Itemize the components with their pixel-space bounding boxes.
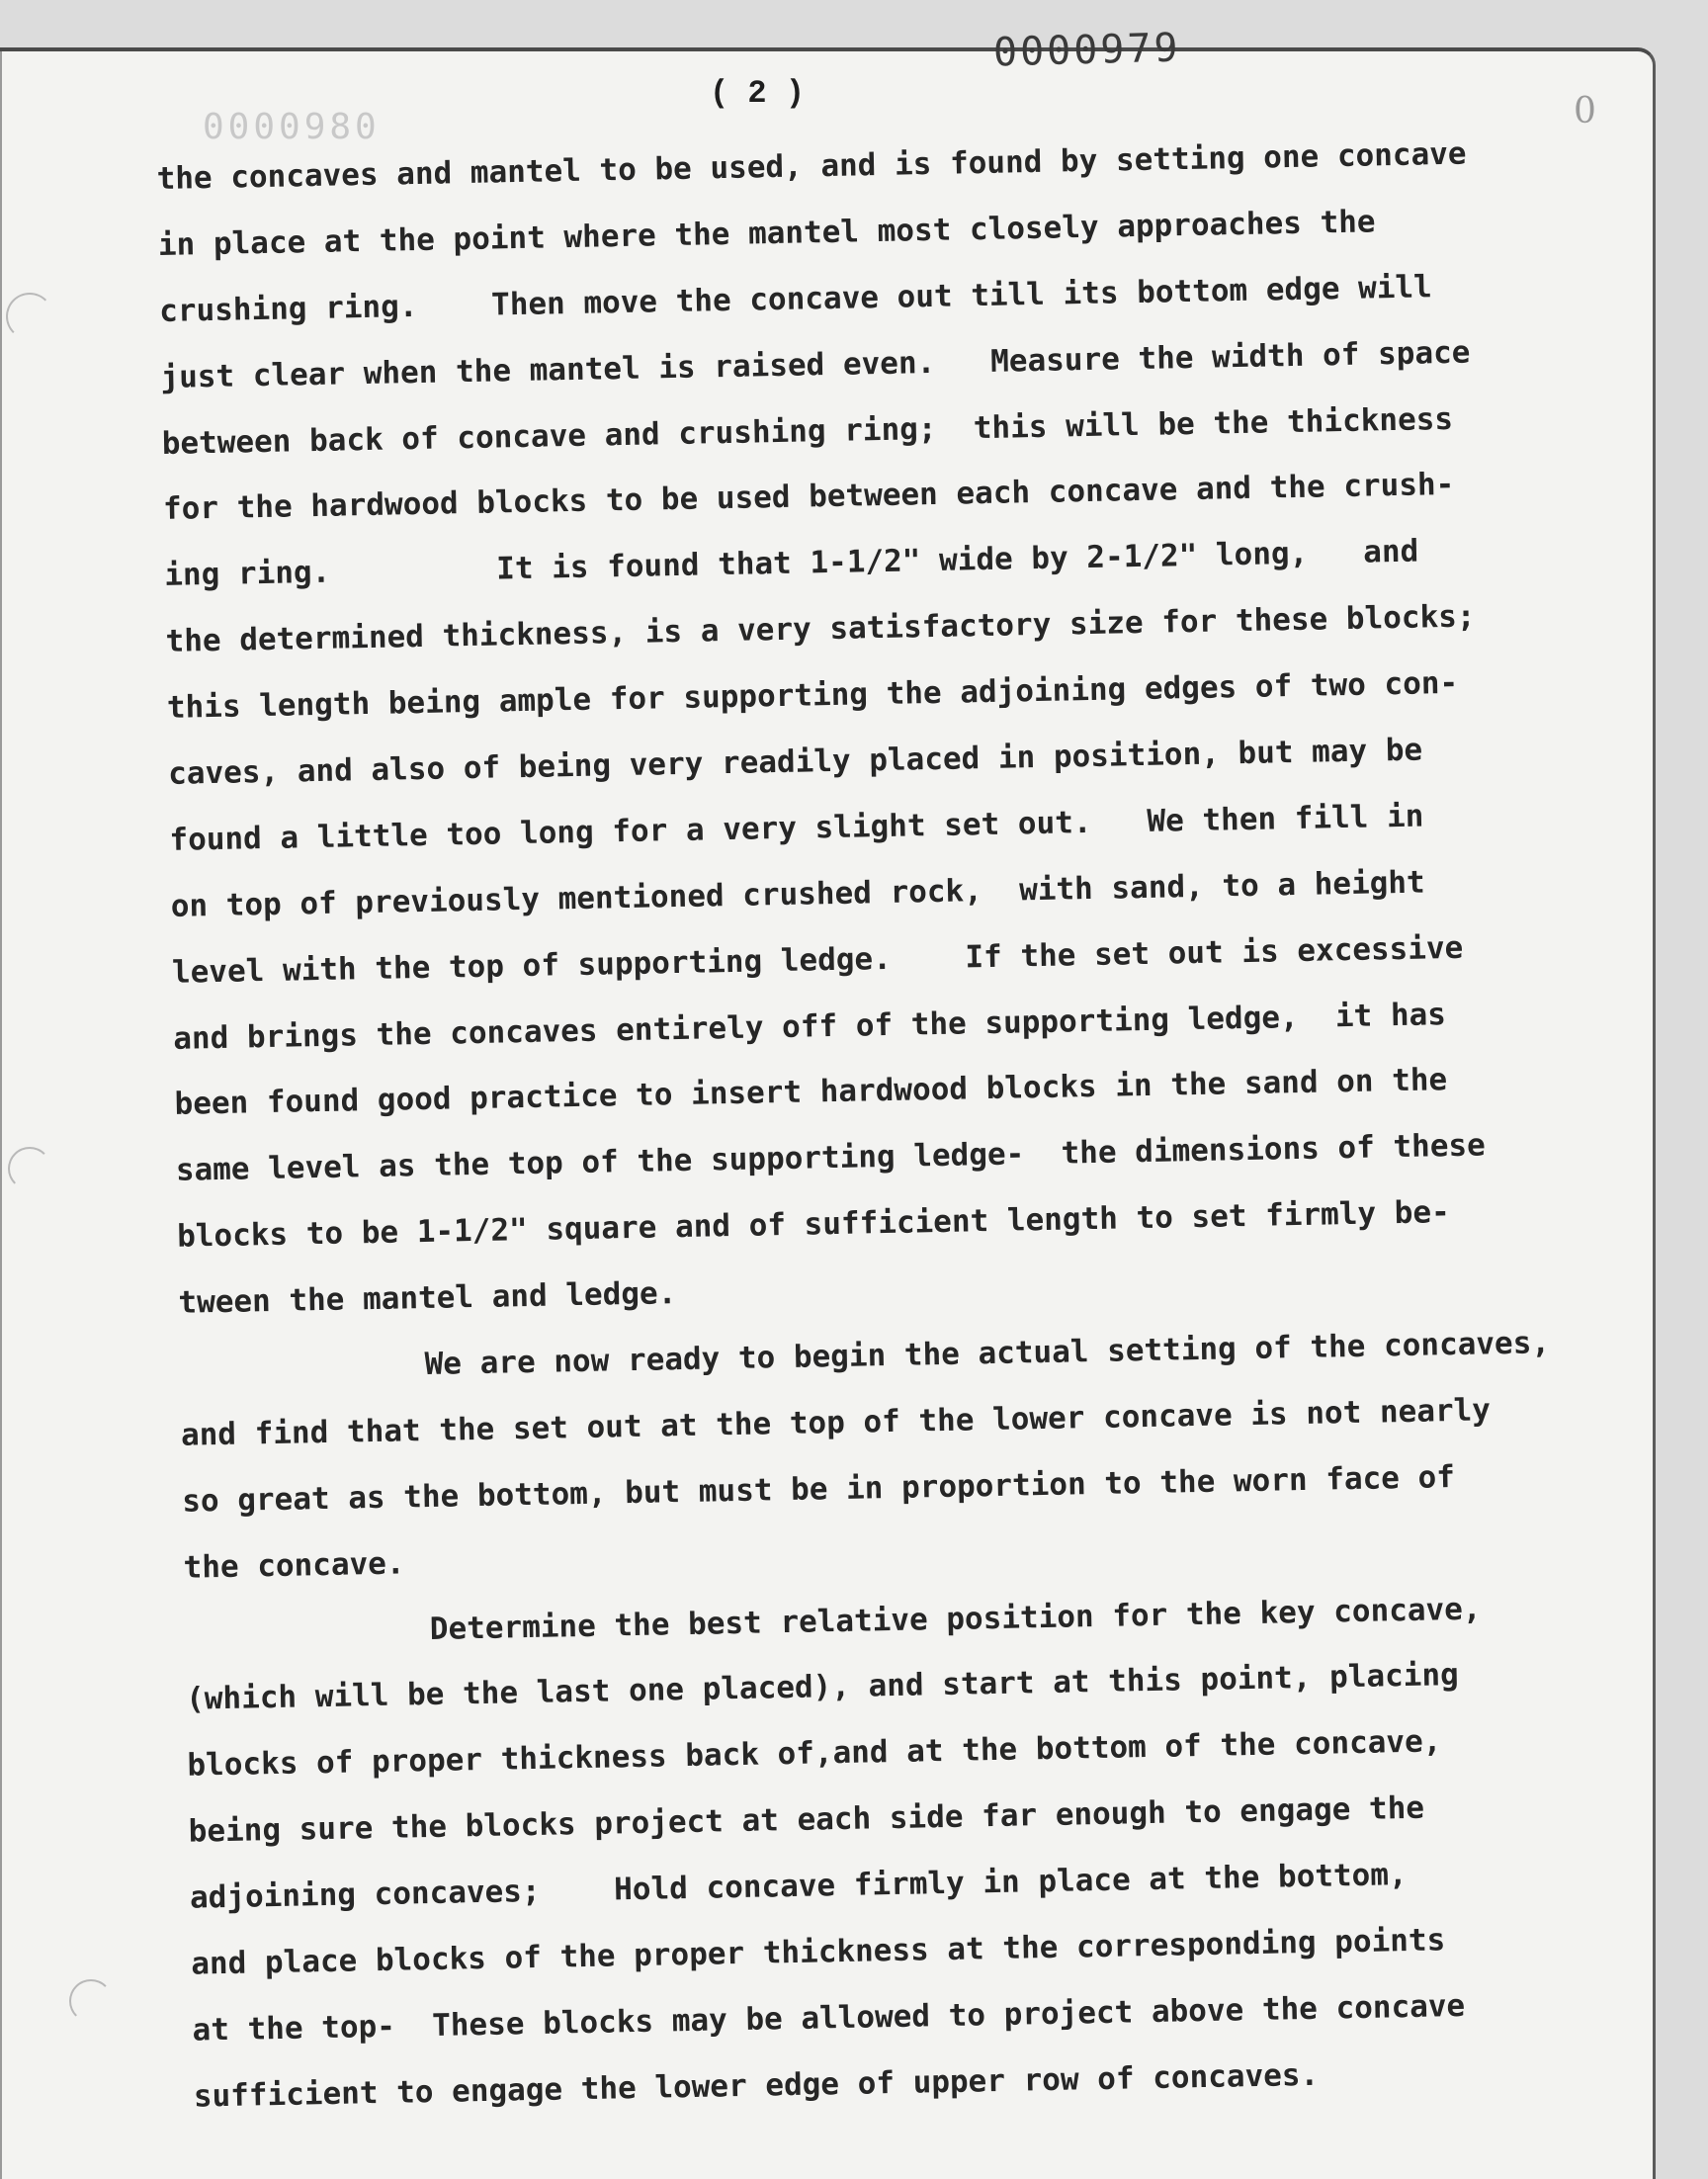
page-number: ( 2 ): [710, 75, 806, 112]
document-id-stamp: 0000979: [992, 25, 1182, 76]
text-line: and find that the set out at the top of the lower concave is not nearly: [180, 1392, 1492, 1453]
text-line: at the top- These blocks may be allowed to project above the concave: [192, 1987, 1466, 2048]
text-line: on top of previously mentioned crushed rock, with sand, to a height: [170, 864, 1425, 924]
text-line: found a little too long for a very slight set out. We then fill in: [169, 798, 1424, 858]
punch-hole-mark: [69, 1979, 113, 2023]
text-line: and brings the concaves entirely off of the supporting ledge, it has: [172, 996, 1447, 1057]
text-line: being sure the blocks project at each side far enough to engage the: [188, 1789, 1425, 1850]
punch-hole-mark: [8, 1147, 51, 1190]
text-line: and place blocks of the proper thickness at the corresponding points: [190, 1922, 1446, 1982]
text-line: the concave.: [183, 1545, 405, 1586]
text-line: between back of concave and crushing ring; this will be the thickness: [161, 400, 1454, 462]
text-line: so great as the bottom, but must be in proportion to the worn face of: [181, 1458, 1456, 1520]
text-line: sufficient to engage the lower edge of upper row of concaves.: [193, 2056, 1320, 2115]
body-text: [156, 118, 1676, 2130]
text-line: tween the mantel and ledge.: [178, 1275, 677, 1321]
text-line: in place at the point where the mantel most closely approaches the: [157, 204, 1376, 263]
text-line: adjoining concaves; Hold concave firmly in place at the bottom,: [189, 1857, 1408, 1916]
text-line: ing ring. It is found that 1-1/2" wide by 2-1/2" long, and: [163, 533, 1419, 594]
text-line: been found good practice to insert hardwood blocks in the sand on the: [174, 1062, 1448, 1123]
text-line: the determined thickness, is a very satisfactory size for these blocks;: [165, 598, 1476, 660]
text-line: level with the top of supporting ledge. If the set out is excessive: [171, 929, 1464, 991]
text-line: caves, and also of being very readily placed in position, but may be: [167, 732, 1423, 792]
text-line: blocks of proper thickness back of,and at the bottom of the concave,: [187, 1723, 1442, 1785]
text-line: (which will be the last one placed), and start at this point, placing: [185, 1657, 1460, 1718]
text-line: same level as the top of the supporting ledge- the dimensions of these: [175, 1127, 1487, 1189]
corner-mark: 0: [1574, 91, 1596, 131]
text-line: the concaves and mantel to be used, and is found by setting one concave: [156, 135, 1467, 197]
text-line: blocks to be 1-1/2" square and of sufficient length to set firmly be-: [176, 1194, 1451, 1256]
text-line: We are now ready to begin the actual setting of the concaves,: [424, 1325, 1551, 1383]
text-line: for the hardwood blocks to be used between each concave and the crush-: [162, 467, 1455, 528]
punch-hole-mark: [6, 293, 53, 340]
text-line: just clear when the mantel is raised even. Measure the width of space: [160, 334, 1471, 395]
faint-stamp-number: 0000980: [203, 107, 381, 147]
text-line: Determine the best relative position for the key concave,: [429, 1591, 1482, 1647]
text-line: this length being ample for supporting the adjoining edges of two con-: [166, 664, 1459, 727]
text-line: crushing ring. Then move the concave out till its bottom edge will: [158, 269, 1433, 329]
